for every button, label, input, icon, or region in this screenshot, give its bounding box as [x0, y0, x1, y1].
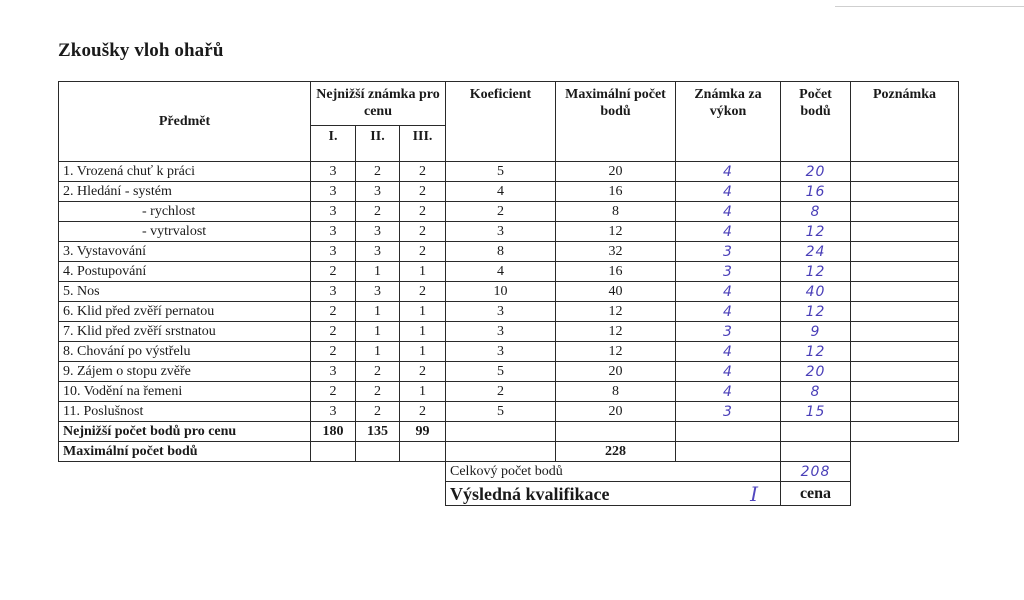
- grade-I-cell: 3: [311, 362, 356, 382]
- grade-I-cell: 2: [311, 382, 356, 402]
- note-cell: [851, 282, 959, 302]
- max-points-row: [59, 442, 959, 462]
- table-row: [59, 222, 959, 242]
- table-row: [59, 162, 959, 182]
- note-cell: [851, 302, 959, 322]
- performance-grade-cell: 4: [676, 282, 781, 302]
- subject-cell: 4. Postupování: [59, 262, 311, 282]
- grade-II-cell: 2: [356, 382, 400, 402]
- qualification-suffix: cena: [781, 482, 851, 506]
- performance-grade-cell: 4: [676, 382, 781, 402]
- max-points-cell: 12: [556, 222, 676, 242]
- subject-cell: 8. Chování po výstřelu: [59, 342, 311, 362]
- performance-grade-cell: 4: [676, 202, 781, 222]
- points-cell: 12: [781, 262, 851, 282]
- qualification-row: [59, 482, 959, 506]
- grade-II-cell: 3: [356, 282, 400, 302]
- subject-cell: 5. Nos: [59, 282, 311, 302]
- max-points-cell: 8: [556, 202, 676, 222]
- total-points-label: Celkový počet bodů: [446, 462, 781, 482]
- table-row: [59, 322, 959, 342]
- header-grade-I: I.: [311, 126, 356, 162]
- subject-cell: 11. Poslušnost: [59, 402, 311, 422]
- grade-I-cell: 3: [311, 242, 356, 262]
- coefficient-cell: 4: [446, 262, 556, 282]
- blank-area: [59, 482, 311, 506]
- grade-II-cell: 2: [356, 402, 400, 422]
- grade-II-cell: 3: [356, 222, 400, 242]
- table-body: [59, 162, 959, 422]
- grade-III-cell: 1: [400, 302, 446, 322]
- subject-cell: 3. Vystavování: [59, 242, 311, 262]
- grade-III-cell: 1: [400, 262, 446, 282]
- performance-grade-cell: 3: [676, 262, 781, 282]
- empty-cell: [676, 442, 781, 462]
- max-points-cell: 12: [556, 302, 676, 322]
- grade-III-cell: 2: [400, 222, 446, 242]
- header-grade-performance: [676, 82, 781, 162]
- points-cell: 15: [781, 402, 851, 422]
- score-table: [58, 81, 959, 506]
- min-points-I: 180: [311, 422, 356, 442]
- max-points-cell: 12: [556, 322, 676, 342]
- min-points-II: 135: [356, 422, 400, 442]
- header-coefficient: [446, 82, 556, 162]
- header-lowest-grade: [311, 82, 446, 126]
- header-subject-label: Předmět: [158, 114, 211, 129]
- coefficient-cell: 3: [446, 222, 556, 242]
- max-points-cell: 8: [556, 382, 676, 402]
- max-points-cell: 40: [556, 282, 676, 302]
- table-row: [59, 182, 959, 202]
- max-points-total: 228: [556, 442, 676, 462]
- blank-area: [400, 482, 446, 506]
- performance-grade-cell: 3: [676, 242, 781, 262]
- performance-grade-cell: 4: [676, 302, 781, 322]
- grade-II-cell: 3: [356, 182, 400, 202]
- blank-area: [59, 462, 311, 482]
- min-points-III: 99: [400, 422, 446, 442]
- grade-I-cell: 3: [311, 202, 356, 222]
- coefficient-cell: 5: [446, 162, 556, 182]
- points-cell: 8: [781, 202, 851, 222]
- header-grade-performance-label: Známka za výkon: [694, 87, 762, 119]
- grade-II-cell: 2: [356, 202, 400, 222]
- note-cell: [851, 402, 959, 422]
- performance-grade-cell: 4: [676, 362, 781, 382]
- qualification-value: I: [676, 482, 781, 506]
- points-cell: 12: [781, 302, 851, 322]
- grade-I-cell: 3: [311, 282, 356, 302]
- max-points-cell: 16: [556, 182, 676, 202]
- grade-III-cell: 2: [400, 242, 446, 262]
- header-note-label: Poznámka: [873, 87, 936, 102]
- points-cell: 12: [781, 342, 851, 362]
- grade-I-cell: 2: [311, 322, 356, 342]
- note-cell: [851, 202, 959, 222]
- header-max-points-label: Maximální počet bodů: [565, 87, 666, 119]
- empty-cell: [676, 422, 781, 442]
- table-row: [59, 342, 959, 362]
- max-points-cell: 16: [556, 262, 676, 282]
- table-row: [59, 202, 959, 222]
- grade-III-cell: 2: [400, 402, 446, 422]
- min-points-label: Nejnižší počet bodů pro cenu: [59, 422, 311, 442]
- note-cell: [851, 322, 959, 342]
- note-cell: [851, 162, 959, 182]
- blank-area: [356, 482, 400, 506]
- subject-cell: 1. Vrozená chuť k práci: [59, 162, 311, 182]
- blank-area: [400, 462, 446, 482]
- grade-I-cell: 2: [311, 262, 356, 282]
- header-note: [851, 82, 959, 162]
- max-points-label: Maximální počet bodů: [59, 442, 311, 462]
- points-cell: 12: [781, 222, 851, 242]
- performance-grade-cell: 3: [676, 322, 781, 342]
- performance-grade-cell: 3: [676, 402, 781, 422]
- performance-grade-cell: 4: [676, 182, 781, 202]
- grade-II-cell: 1: [356, 302, 400, 322]
- max-points-cell: 20: [556, 362, 676, 382]
- coefficient-cell: 10: [446, 282, 556, 302]
- grade-III-cell: 2: [400, 182, 446, 202]
- qualification-label: Výsledná kvalifikace: [446, 482, 676, 506]
- subject-cell: - vytrvalost: [59, 222, 311, 242]
- total-points-row: [59, 462, 959, 482]
- coefficient-cell: 3: [446, 322, 556, 342]
- empty-cell: [781, 422, 851, 442]
- performance-grade-cell: 4: [676, 162, 781, 182]
- performance-grade-cell: 4: [676, 342, 781, 362]
- blank-area: [311, 462, 356, 482]
- header-subject: [59, 82, 311, 162]
- empty-cell: [356, 442, 400, 462]
- coefficient-cell: 4: [446, 182, 556, 202]
- page-title: Zkoušky vloh ohařů: [58, 40, 224, 61]
- coefficient-cell: 5: [446, 362, 556, 382]
- grade-I-cell: 2: [311, 342, 356, 362]
- subject-cell: - rychlost: [59, 202, 311, 222]
- note-cell: [851, 222, 959, 242]
- grade-III-cell: 1: [400, 342, 446, 362]
- grade-III-cell: 1: [400, 322, 446, 342]
- grade-I-cell: 2: [311, 302, 356, 322]
- grade-II-cell: 3: [356, 242, 400, 262]
- min-points-row: [59, 422, 959, 442]
- note-cell: [851, 342, 959, 362]
- max-points-cell: 20: [556, 402, 676, 422]
- blank-area: [356, 462, 400, 482]
- grade-I-cell: 3: [311, 182, 356, 202]
- note-cell: [851, 362, 959, 382]
- grade-I-cell: 3: [311, 162, 356, 182]
- subject-cell: 6. Klid před zvěří pernatou: [59, 302, 311, 322]
- header-points-label: Počet bodů: [799, 87, 832, 119]
- header-lowest-grade-label: Nejnižší známka pro cenu: [316, 87, 440, 119]
- header-max-points: [556, 82, 676, 162]
- header-coefficient-label: Koeficient: [469, 87, 532, 102]
- table-row: [59, 362, 959, 382]
- empty-cell: [446, 422, 556, 442]
- scan-edge-line: [835, 6, 1024, 7]
- blank-area: [311, 482, 356, 506]
- header-grade-II: II.: [356, 126, 400, 162]
- max-points-cell: 32: [556, 242, 676, 262]
- grade-II-cell: 2: [356, 162, 400, 182]
- empty-cell: [781, 442, 851, 462]
- grade-II-cell: 1: [356, 322, 400, 342]
- note-cell: [851, 262, 959, 282]
- empty-cell: [446, 442, 556, 462]
- points-cell: 40: [781, 282, 851, 302]
- max-points-cell: 12: [556, 342, 676, 362]
- score-sheet: [58, 81, 959, 506]
- note-cell: [851, 382, 959, 402]
- grade-I-cell: 3: [311, 402, 356, 422]
- blank-area: [851, 462, 959, 482]
- table-row: [59, 262, 959, 282]
- note-cell: [851, 242, 959, 262]
- empty-cell: [311, 442, 356, 462]
- header-points: [781, 82, 851, 162]
- coefficient-cell: 3: [446, 342, 556, 362]
- subject-cell: 2. Hledání - systém: [59, 182, 311, 202]
- grade-III-cell: 1: [400, 382, 446, 402]
- grade-III-cell: 2: [400, 162, 446, 182]
- subject-cell: 10. Vodění na řemeni: [59, 382, 311, 402]
- points-cell: 24: [781, 242, 851, 262]
- table-row: [59, 402, 959, 422]
- grade-II-cell: 1: [356, 342, 400, 362]
- points-cell: 20: [781, 362, 851, 382]
- table-row: [59, 382, 959, 402]
- coefficient-cell: 2: [446, 382, 556, 402]
- blank-area: [851, 482, 959, 506]
- grade-II-cell: 1: [356, 262, 400, 282]
- points-cell: 8: [781, 382, 851, 402]
- coefficient-cell: 8: [446, 242, 556, 262]
- empty-cell: [851, 422, 959, 442]
- grade-III-cell: 2: [400, 202, 446, 222]
- empty-cell: [556, 422, 676, 442]
- table-row: [59, 282, 959, 302]
- coefficient-cell: 3: [446, 302, 556, 322]
- total-points-value: 208: [781, 462, 851, 482]
- points-cell: 9: [781, 322, 851, 342]
- table-row: [59, 242, 959, 262]
- performance-grade-cell: 4: [676, 222, 781, 242]
- points-cell: 20: [781, 162, 851, 182]
- subject-cell: 9. Zájem o stopu zvěře: [59, 362, 311, 382]
- summary-body: [59, 422, 959, 506]
- grade-III-cell: 2: [400, 362, 446, 382]
- max-points-cell: 20: [556, 162, 676, 182]
- empty-cell: [400, 442, 446, 462]
- grade-II-cell: 2: [356, 362, 400, 382]
- grade-III-cell: 2: [400, 282, 446, 302]
- points-cell: 16: [781, 182, 851, 202]
- table-row: [59, 302, 959, 322]
- empty-cell: [851, 442, 959, 462]
- subject-cell: 7. Klid před zvěří srstnatou: [59, 322, 311, 342]
- grade-I-cell: 3: [311, 222, 356, 242]
- coefficient-cell: 2: [446, 202, 556, 222]
- coefficient-cell: 5: [446, 402, 556, 422]
- header-grade-III: III.: [400, 126, 446, 162]
- note-cell: [851, 182, 959, 202]
